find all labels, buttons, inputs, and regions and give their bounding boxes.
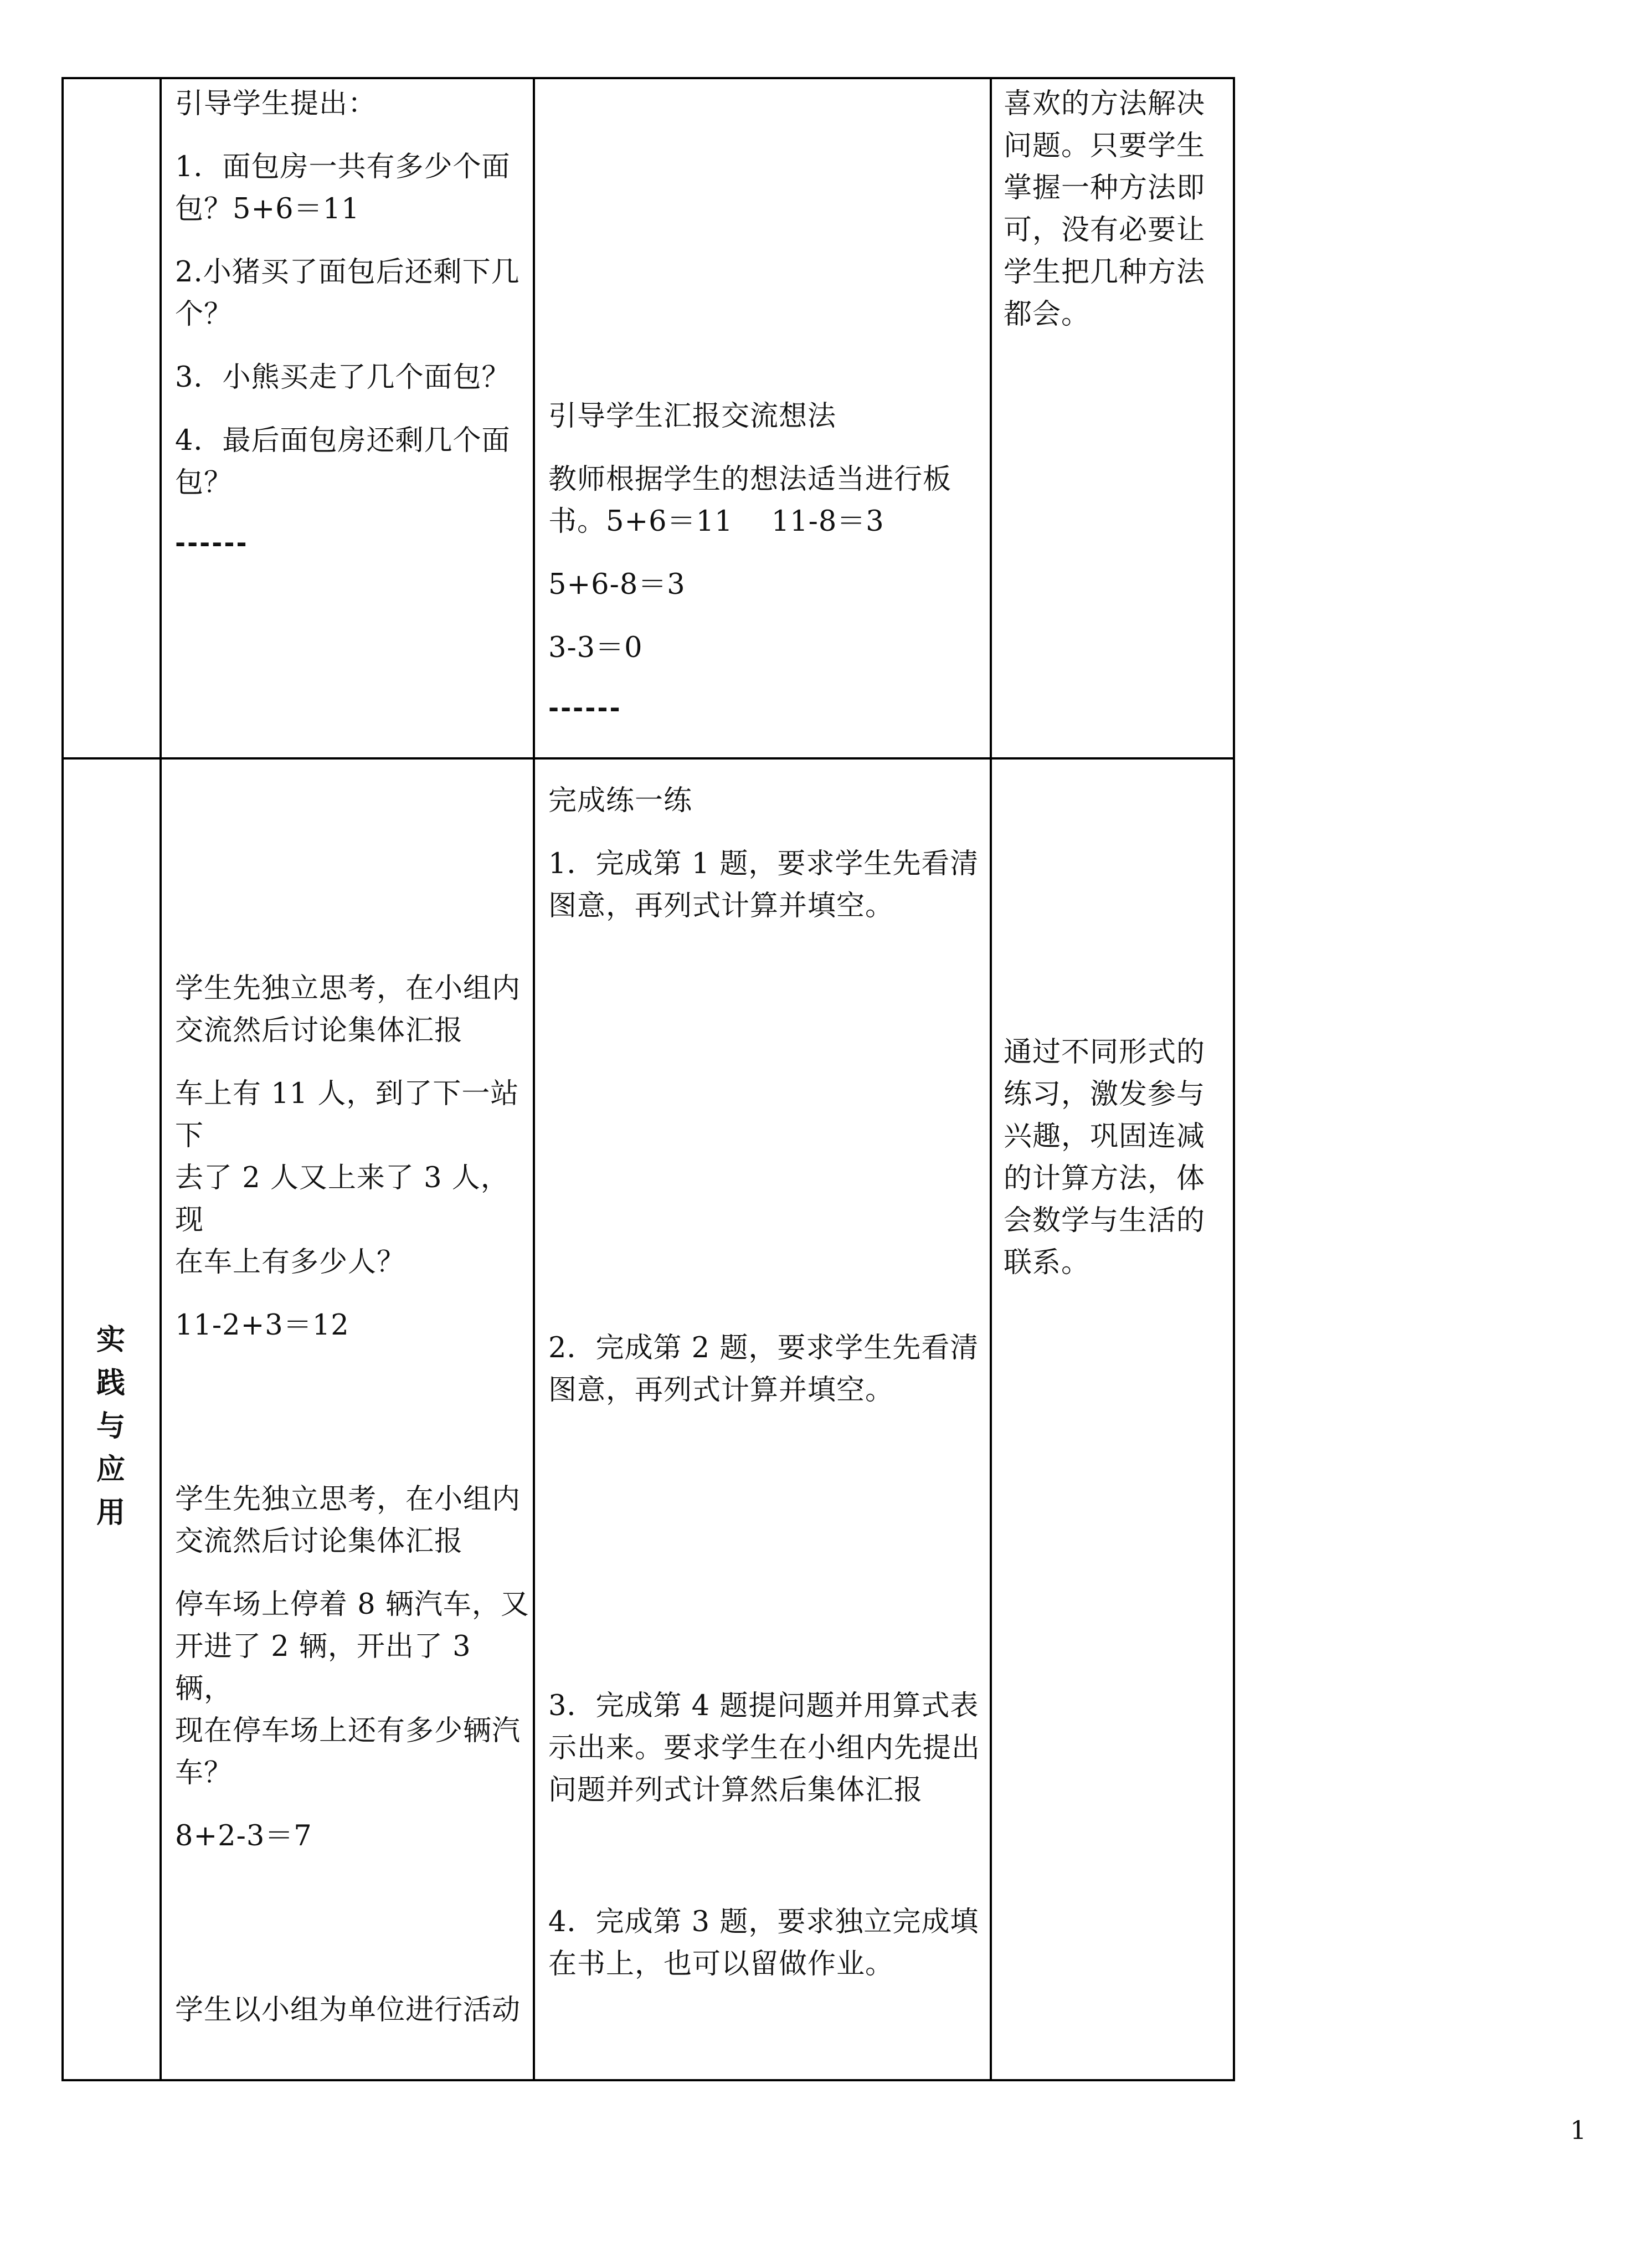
row2-think-a2: 交流然后讨论集体汇报 bbox=[175, 1014, 464, 1047]
row1-question-4a: 4．最后面包房还剩几个面 bbox=[175, 424, 511, 457]
row1-question-2a: 2.小猪买了面包后还剩下几 bbox=[175, 256, 520, 289]
table-divider-1 bbox=[160, 77, 162, 2081]
row2-student-activity bbox=[175, 968, 529, 2031]
row1-question-1a: 1．面包房一共有多少个面 bbox=[175, 151, 511, 183]
row1-dashes: ------ bbox=[175, 528, 249, 558]
row1-intent-4: 可，没有必要让 bbox=[1004, 214, 1206, 247]
row1-intent-1: 喜欢的方法解决 bbox=[1004, 88, 1206, 120]
row1-intro: 引导学生提出： bbox=[175, 88, 377, 120]
row2-intent-5: 会数学与生活的 bbox=[1004, 1204, 1206, 1237]
row2-task-2a: 2．完成第 2 题，要求学生先看清 bbox=[548, 1332, 979, 1364]
row1-design-intent bbox=[1004, 83, 1231, 336]
row1-intent-2: 问题。只要学生 bbox=[1004, 130, 1206, 162]
row1-teacher-guidance bbox=[548, 396, 986, 725]
table-row-divider bbox=[61, 757, 1235, 760]
row1-intent-3: 掌握一种方法即 bbox=[1004, 172, 1206, 204]
row2-problem-1c: 在车上有多少人？ bbox=[175, 1246, 406, 1279]
table-border-top bbox=[61, 77, 1235, 79]
row2-task-3b: 示出来。要求学生在小组内先提出 bbox=[548, 1732, 981, 1764]
row2-task-3c: 问题并列式计算然后集体汇报 bbox=[548, 1774, 923, 1807]
row2-intent-2: 练习，激发参与 bbox=[1004, 1078, 1206, 1111]
row2-think-c1: 学生先独立思考，在小组内 bbox=[175, 1483, 521, 1516]
row2-problem-1a: 车上有 11 人，到了下一站下 bbox=[175, 1077, 520, 1152]
row2-think-a1: 学生先独立思考，在小组内 bbox=[175, 972, 521, 1005]
row2-task-4b: 在书上，也可以留做作业。 bbox=[548, 1948, 894, 1980]
row2-intent-1: 通过不同形式的 bbox=[1004, 1036, 1206, 1069]
row2-problem-2c: 现在停车场上还有多少辆汽 bbox=[175, 1715, 521, 1747]
row1-equation-3: 3-3＝0 bbox=[548, 632, 643, 664]
row2-intent-6: 联系。 bbox=[1004, 1246, 1091, 1279]
row1-equation-2: 5+6-8＝3 bbox=[548, 568, 686, 601]
row2-problem-2-equation: 8+2-3＝7 bbox=[175, 1820, 312, 1853]
row1-board-b: 书。5+6＝11 11-8＝3 bbox=[548, 505, 884, 538]
row1-intent-5: 学生把几种方法 bbox=[1004, 256, 1206, 289]
table-border-right bbox=[1233, 77, 1235, 2081]
row1-question-1b: 包？5+6＝11 bbox=[175, 193, 360, 225]
row2-problem-1b: 去了 2 人又上来了 3 人，现 bbox=[175, 1162, 510, 1236]
row2-task-2b: 图意，再列式计算并填空。 bbox=[548, 1374, 894, 1407]
row2-task-3a: 3．完成第 4 题提问题并用算式表 bbox=[548, 1690, 979, 1722]
row2-task-4a: 4．完成第 3 题，要求独立完成填 bbox=[548, 1906, 979, 1938]
row2-design-intent bbox=[1004, 1032, 1231, 1284]
section-label-practice-application: 实 践 与 应 用 bbox=[96, 1323, 125, 1530]
row1-intent-6: 都会。 bbox=[1004, 298, 1091, 331]
table-border-bottom bbox=[61, 2079, 1235, 2081]
row2-intent-3: 兴趣，巩固连减 bbox=[1004, 1120, 1206, 1153]
row2-intent-4: 的计算方法，体 bbox=[1004, 1162, 1206, 1195]
row2-group-activity: 学生以小组为单位进行活动 bbox=[175, 1994, 521, 2026]
table-border-left bbox=[61, 77, 64, 2081]
row2-think-c2: 交流然后讨论集体汇报 bbox=[175, 1525, 464, 1558]
row2-teacher-guidance bbox=[548, 780, 986, 1985]
row2-problem-2a: 停车场上停着 8 辆汽车，又 bbox=[175, 1588, 529, 1621]
page-number: 1 bbox=[1570, 2115, 1587, 2145]
row2-problem-2b: 开进了 2 辆，开出了 3 辆， bbox=[175, 1630, 471, 1705]
row2-problem-1-equation: 11-2+3＝12 bbox=[175, 1309, 349, 1342]
row1-guide: 引导学生汇报交流想法 bbox=[548, 400, 837, 433]
row2-problem-2d: 车？ bbox=[175, 1757, 233, 1789]
row1-question-2b: 个？ bbox=[175, 298, 233, 331]
table-divider-2 bbox=[533, 77, 535, 2081]
row2-title: 完成练一练 bbox=[548, 784, 693, 817]
row1-question-3: 3．小熊买走了几个面包？ bbox=[175, 361, 511, 394]
table-divider-3 bbox=[990, 77, 992, 2081]
row1-question-4b: 包？ bbox=[175, 466, 233, 499]
row2-task-1a: 1．完成第 1 题，要求学生先看清 bbox=[548, 848, 979, 880]
row1-teacher-dashes: ------ bbox=[548, 693, 622, 723]
row2-task-1b: 图意，再列式计算并填空。 bbox=[548, 890, 894, 922]
row1-board-a: 教师根据学生的想法适当进行板 bbox=[548, 463, 952, 496]
row1-student-activity bbox=[175, 83, 529, 560]
